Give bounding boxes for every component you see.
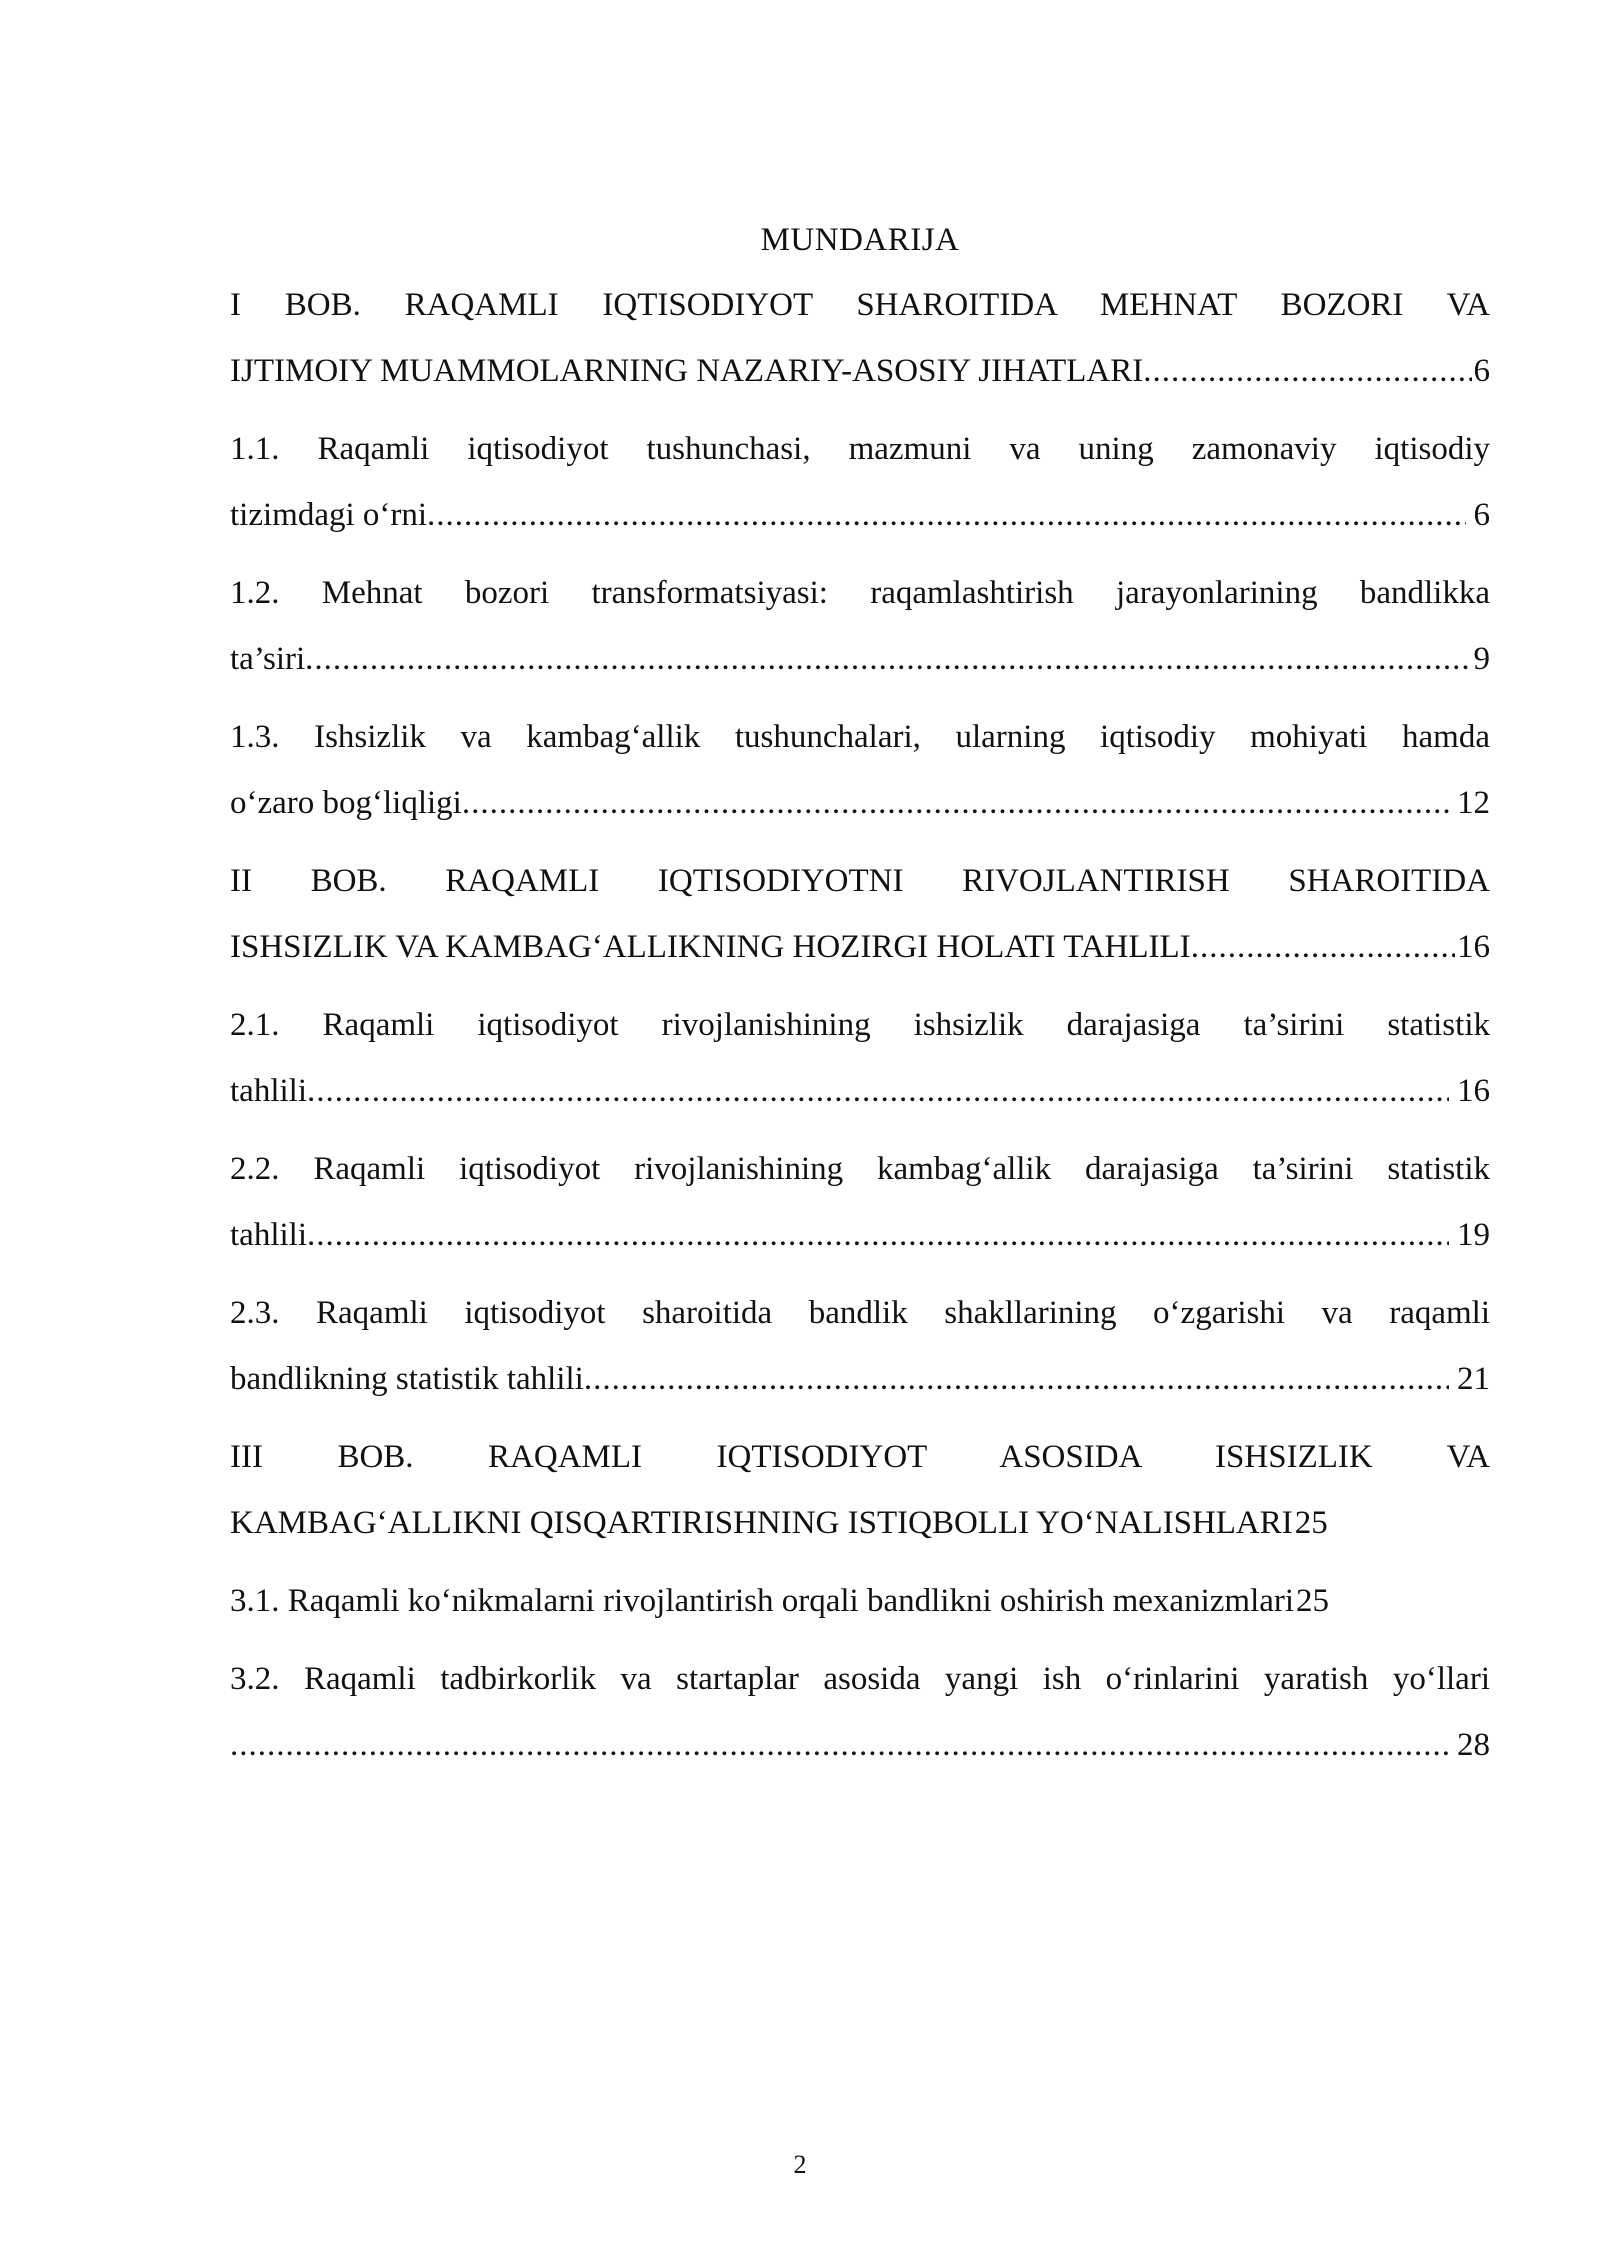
toc-entry-2-2[interactable] bbox=[230, 1136, 1490, 1268]
toc-dot-leader bbox=[427, 482, 1465, 548]
toc-page-number: 9 bbox=[1473, 641, 1490, 677]
toc-page-number: 6 bbox=[1473, 353, 1490, 389]
toc-entry-lead: 2.2. Raqamli iqtisodiyot rivojlanishining kambag‘allik darajasiga ta’sirini statistik bbox=[230, 1151, 1490, 1187]
toc-page-number: 19 bbox=[1457, 1217, 1490, 1253]
toc-dot-leader bbox=[305, 626, 1471, 692]
toc-entry-lead: 1.2. Mehnat bozori transformatsiyasi: raqamlashtirish jarayonlarining bandlikka bbox=[230, 575, 1490, 611]
toc-page-number: 21 bbox=[1457, 1361, 1490, 1397]
toc-page-number: 6 bbox=[1473, 497, 1490, 533]
toc-dot-leader bbox=[584, 1346, 1449, 1412]
toc-entry-lead: II BOB. RAQAMLI IQTISODIYOTNI RIVOJLANTIRISH SHAROITIDA bbox=[230, 863, 1490, 899]
toc-dot-leader bbox=[307, 1202, 1449, 1268]
toc-entry-lead: I BOB. RAQAMLI IQTISODIYOT SHAROITIDA MEHNAT BOZORI VA bbox=[230, 287, 1490, 323]
toc-entry-lead: 3.2. Raqamli tadbirkorlik va startaplar asosida yangi ish o‘rinlarini yaratish yo‘llari bbox=[230, 1661, 1490, 1697]
toc-entry-3-2[interactable] bbox=[230, 1646, 1490, 1778]
toc-dot-leader bbox=[307, 1058, 1449, 1124]
toc-entry-tail: KAMBAG‘ALLIKNI QISQARTIRISHNING ISTIQBOLLI YO‘NALISHLARI bbox=[230, 1505, 1293, 1541]
toc-entry-tail: 3.1. Raqamli ko‘nikmalarni rivojlantirish orqali bandlikni oshirish mexanizmlari bbox=[230, 1583, 1295, 1619]
toc-entry-lead: 1.3. Ishsizlik va kambag‘allik tushunchalari, ularning iqtisodiy mohiyati hamda bbox=[230, 719, 1490, 755]
toc-entry-lead: III BOB. RAQAMLI IQTISODIYOT ASOSIDA ISHSIZLIK VA bbox=[230, 1439, 1490, 1475]
toc-entry-1-1[interactable] bbox=[230, 416, 1490, 548]
toc-title: MUNDARIJA bbox=[760, 222, 960, 258]
toc-entry-tail: tahlili bbox=[230, 1217, 307, 1253]
toc-entry-chapter-2[interactable] bbox=[230, 848, 1490, 980]
table-of-contents bbox=[230, 214, 1490, 1790]
toc-entry-3-1[interactable] bbox=[230, 1568, 1490, 1634]
toc-entry-1-2[interactable] bbox=[230, 560, 1490, 692]
toc-page-number: 25 bbox=[1294, 1505, 1328, 1541]
toc-page-number: 16 bbox=[1457, 929, 1490, 965]
toc-entry-tail: ISHSIZLIK VA KAMBAG‘ALLIKNING HOZIRGI HOLATI TAHLILI bbox=[230, 929, 1191, 965]
toc-entry-lead: 2.1. Raqamli iqtisodiyot rivojlanishining ishsizlik darajasiga ta’sirini statistik bbox=[230, 1007, 1490, 1043]
toc-entry-lead: 2.3. Raqamli iqtisodiyot sharoitida bandlik shakllarining o‘zgarishi va raqamli bbox=[230, 1295, 1490, 1331]
toc-entry-tail: tizimdagi o‘rni bbox=[230, 497, 428, 533]
toc-page-number: 12 bbox=[1457, 785, 1490, 821]
toc-entry-chapter-3[interactable] bbox=[230, 1424, 1490, 1556]
toc-entry-tail: ta’siri bbox=[230, 641, 306, 677]
toc-entry-2-1[interactable] bbox=[230, 992, 1490, 1124]
toc-dot-leader bbox=[1191, 914, 1455, 980]
toc-entry-2-3[interactable] bbox=[230, 1280, 1490, 1412]
toc-entry-tail: IJTIMOIY MUAMMOLARNING NAZARIY-ASOSIY JIHATLARI bbox=[230, 353, 1144, 389]
toc-entry-chapter-1[interactable] bbox=[230, 272, 1490, 404]
toc-entry-tail: tahlili bbox=[230, 1073, 307, 1109]
toc-page-number: 28 bbox=[1457, 1727, 1490, 1763]
toc-page-number: 25 bbox=[1296, 1583, 1330, 1619]
toc-dot-leader bbox=[1143, 338, 1471, 404]
toc-entry-tail: bandlikning statistik tahlili bbox=[230, 1361, 584, 1397]
toc-entry-1-3[interactable] bbox=[230, 704, 1490, 836]
toc-entry-lead: 1.1. Raqamli iqtisodiyot tushunchasi, mazmuni va uning zamonaviy iqtisodiy bbox=[230, 431, 1490, 467]
toc-entry-tail: o‘zaro bog‘liqligi bbox=[230, 785, 462, 821]
page-number: 2 bbox=[793, 2150, 807, 2179]
toc-dot-leader bbox=[230, 1712, 1449, 1778]
toc-page-number: 16 bbox=[1457, 1073, 1490, 1109]
toc-dot-leader bbox=[462, 770, 1449, 836]
